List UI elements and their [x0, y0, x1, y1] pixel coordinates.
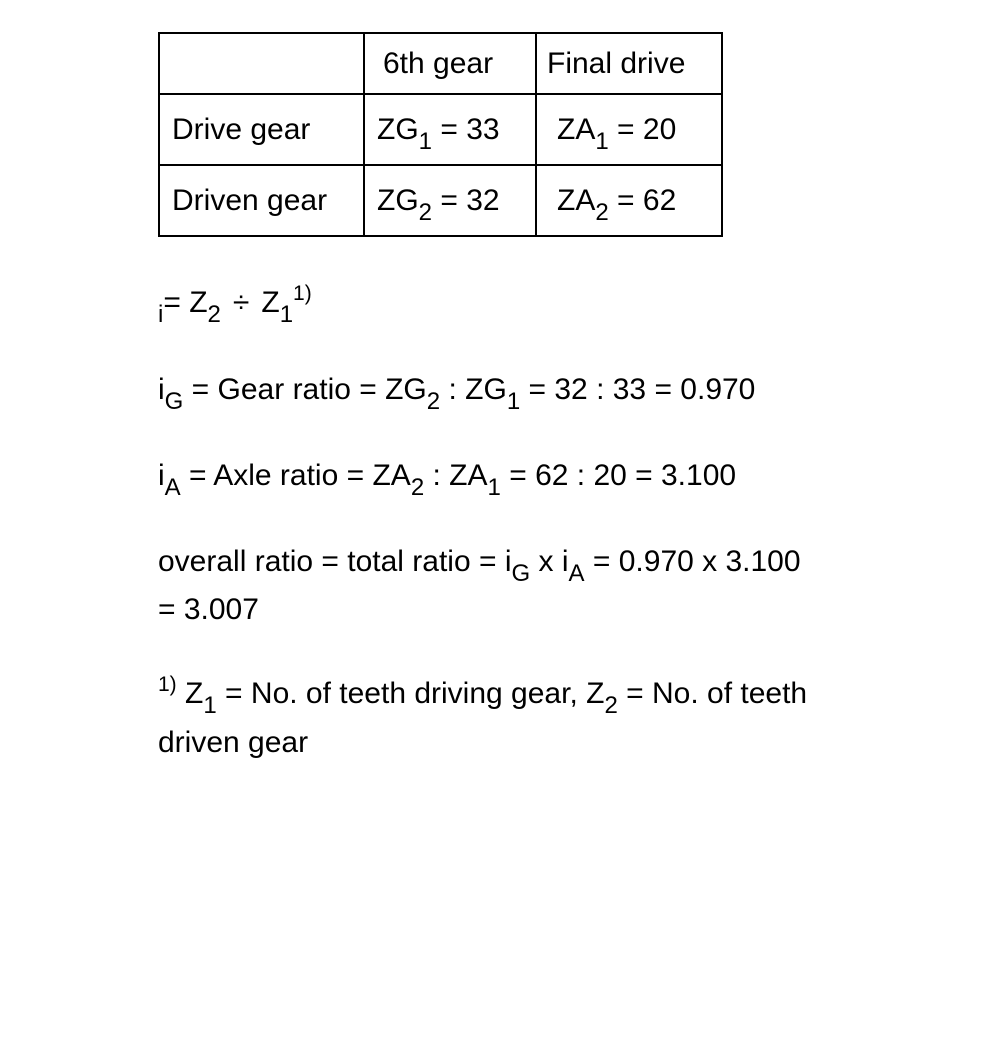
footnote-text: = No. of teeth	[617, 677, 808, 710]
cell-za2	[536, 165, 722, 236]
overall-ratio-sub: G	[511, 560, 531, 587]
overall-ratio-sub: A	[568, 560, 585, 587]
overall-ratio-text: = 0.970 x 3.100	[584, 545, 801, 578]
gear-ratio-result: = 32 : 33 = 0.970	[520, 373, 756, 406]
overall-ratio-text: overall ratio = total ratio = i	[158, 545, 512, 578]
row-label-drive-gear: Drive gear	[159, 94, 364, 165]
row-label-driven-gear: Driven gear	[159, 165, 364, 236]
cell-subscript: 2	[595, 198, 609, 226]
division-sign: ÷	[232, 286, 250, 319]
cell-subscript: 2	[418, 198, 433, 226]
header-cell-final-drive: Final drive	[536, 33, 722, 94]
overall-ratio-line	[158, 545, 801, 587]
footnote	[158, 673, 808, 719]
table-header-row	[159, 33, 722, 94]
cell-symbol: ZA	[557, 183, 596, 217]
cell-value: = 62	[608, 183, 677, 217]
gear-table	[158, 32, 723, 237]
overall-ratio-text: x i	[530, 545, 569, 578]
gear-ratio-text: = Gear ratio = ZG	[183, 373, 427, 406]
gear-ratio-sub: 1	[506, 388, 521, 415]
cell-value: = 33	[432, 112, 500, 146]
axle-ratio-result: = 62 : 20 = 3.100	[500, 459, 737, 492]
axle-ratio-line	[158, 459, 737, 501]
table-row	[159, 165, 722, 236]
footnote-reference: 1)	[293, 282, 312, 305]
axle-ratio-sub: 1	[487, 474, 501, 501]
cell-symbol: ZG	[377, 112, 419, 146]
cell-subscript: 1	[418, 127, 433, 155]
axle-ratio-text: : ZA	[424, 459, 488, 492]
axle-ratio-i-sub: A	[164, 474, 181, 501]
cell-value: = 32	[432, 183, 500, 217]
cell-symbol: ZG	[377, 183, 419, 217]
footnote-mark: 1)	[158, 673, 177, 696]
formula-sub-b: 1	[279, 301, 294, 328]
formula-i: i	[158, 301, 164, 328]
footnote-continuation: driven gear	[158, 726, 309, 759]
cell-subscript: 1	[595, 127, 609, 155]
cell-symbol: ZA	[557, 112, 596, 146]
gear-ratio-i: i	[158, 373, 165, 406]
cell-value: = 20	[608, 112, 677, 146]
axle-ratio-i: i	[158, 459, 165, 492]
table-row	[159, 94, 722, 165]
cell-zg1	[364, 94, 536, 165]
header-cell-empty	[159, 33, 364, 94]
footnote-sub: 2	[604, 692, 618, 719]
axle-ratio-sub: 2	[410, 474, 425, 501]
axle-ratio-text: = Axle ratio = ZA	[180, 459, 411, 492]
footnote-sub: 1	[203, 692, 217, 719]
cell-za1	[536, 94, 722, 165]
footnote-text: Z	[176, 677, 204, 710]
gear-ratio-sub: 2	[426, 388, 441, 415]
header-cell-6th-gear: 6th gear	[364, 33, 536, 94]
footnote-text: = No. of teeth driving gear, Z	[216, 677, 605, 710]
gear-ratio-line	[158, 373, 756, 415]
cell-zg2	[364, 165, 536, 236]
gear-ratio-i-sub: G	[164, 388, 184, 415]
formula-sub-a: 2	[207, 301, 221, 328]
ratio-formula	[158, 282, 312, 328]
gear-ratio-text: : ZG	[440, 373, 507, 406]
formula-eq: = Z	[163, 286, 208, 319]
formula-z: Z	[261, 286, 280, 319]
overall-ratio-result: = 3.007	[158, 593, 259, 626]
